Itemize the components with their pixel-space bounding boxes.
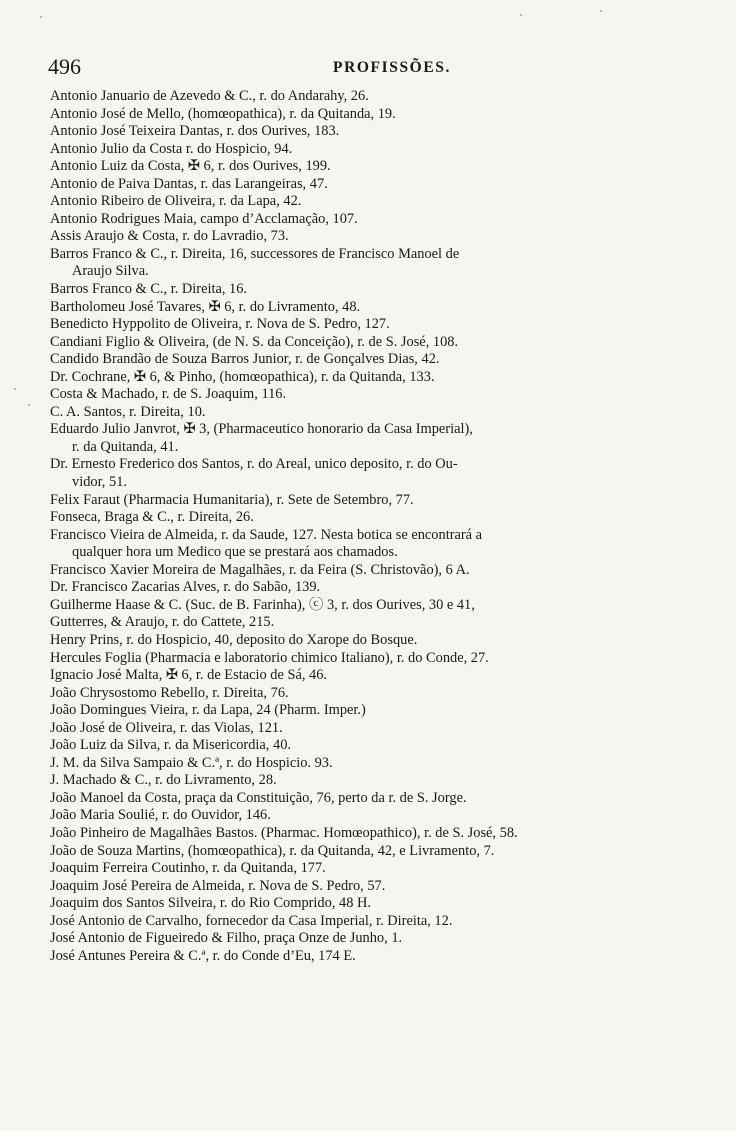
directory-entry [50,386,682,404]
directory-entry [50,158,682,176]
directory-entry [50,562,682,580]
entry-line: J. M. da Silva Sampaio & C.ª, r. do Hospicio. 93. [50,754,333,771]
directory-entry [50,948,682,966]
entry-line: Dr. Francisco Zacarias Alves, r. do Sabão, 139. [50,579,321,596]
directory-entry [50,878,682,896]
entry-line: José Antunes Pereira & C.ª, r. do Conde d’Eu, 174 E. [50,947,356,964]
directory-list [50,88,682,965]
entry-line: Antonio Luiz da Costa, ✠ 6, r. dos Ourives, 199. [50,158,331,175]
directory-entry [50,632,682,650]
entry-line: C. A. Santos, r. Direita, 10. [50,403,206,420]
directory-entry [50,685,682,703]
running-head-title: PROFISSÕES. [333,59,451,76]
directory-entry [50,123,682,141]
entry-continuation-line: qualquer hora um Medico que se prestará aos chamados. [72,544,398,561]
entry-line: João Domingues Vieira, r. da Lapa, 24 (Pharm. Imper.) [50,702,366,719]
directory-entry [50,895,682,913]
directory-entry [50,702,682,720]
entry-line: Joaquim dos Santos Silveira, r. do Rio Comprido, 48 H. [50,895,371,912]
directory-entry [50,211,682,229]
directory-entry [50,141,682,159]
directory-entry [50,720,682,738]
entry-line: João Manoel da Costa, praça da Constituição, 76, perto da r. de S. Jorge. [50,789,467,806]
entry-line: Assis Araujo & Costa, r. do Lavradio, 73. [50,228,289,245]
directory-entry [50,88,682,106]
directory-entry [50,421,682,456]
directory-entry [50,527,682,562]
directory-entry [50,930,682,948]
directory-entry [50,404,682,422]
directory-entry [50,755,682,773]
entry-line: Barros Franco & C., r. Direita, 16, successores de Francisco Manoel de [50,245,460,262]
entry-line: Hercules Foglia (Pharmacia e laboratorio chimico Italiano), r. do Conde, 27. [50,649,489,666]
entry-line: Dr. Ernesto Frederico dos Santos, r. do Areal, unico deposito, r. do Ou- [50,456,458,473]
entry-line: Gutterres, & Araujo, r. do Cattete, 215. [50,614,275,631]
entry-line: Antonio José de Mello, (homœopathica), r. da Quitanda, 19. [50,105,396,122]
entry-line: Francisco Xavier Moreira de Magalhães, r. da Feira (S. Christovão), 6 A. [50,561,470,578]
directory-entry [50,807,682,825]
entry-line: Antonio Rodrigues Maia, campo d’Acclamação, 107. [50,210,358,227]
directory-entry [50,316,682,334]
directory-entry [50,106,682,124]
entry-line: Costa & Machado, r. de S. Joaquim, 116. [50,386,287,403]
directory-entry [50,667,682,685]
entry-line: João Pinheiro de Magalhães Bastos. (Pharmac. Homœopathico), r. de S. José, 58. [50,824,518,841]
entry-line: Ignacio José Malta, ✠ 6, r. de Estacio de Sá, 46. [50,667,328,684]
directory-entry [50,737,682,755]
entry-line: J. Machado & C., r. do Livramento, 28. [50,772,277,789]
directory-entry [50,509,682,527]
entry-line: Francisco Vieira de Almeida, r. da Saude, 127. Nesta botica se encontrará a [50,526,483,543]
directory-entry [50,228,682,246]
entry-line: João Chrysostomo Rebello, r. Direita, 76. [50,684,289,701]
entry-line: João de Souza Martins, (homœopathica), r. da Quitanda, 42, e Livramento, 7. [50,842,495,859]
directory-entry [50,176,682,194]
entry-continuation-line: Araujo Silva. [72,263,149,280]
page-header [48,52,688,82]
entry-line: Candiani Figlio & Oliveira, (de N. S. da Conceição), r. de S. José, 108. [50,333,459,350]
directory-entry [50,334,682,352]
entry-line: Candido Brandão de Souza Barros Junior, r. de Gonçalves Dias, 42. [50,351,440,368]
entry-line: Benedicto Hyppolito de Oliveira, r. Nova de S. Pedro, 127. [50,316,390,333]
entry-line: Henry Prins, r. do Hospicio, 40, deposito do Xarope do Bosque. [50,631,418,648]
entry-line: Fonseca, Braga & C., r. Direita, 26. [50,509,254,526]
entry-line: Bartholomeu José Tavares, ✠ 6, r. do Livramento, 48. [50,298,361,315]
entry-line: Eduardo Julio Janvrot, ✠ 3, (Pharmaceutico honorario da Casa Imperial), [50,421,473,438]
entry-line: José Antonio de Carvalho, fornecedor da Casa Imperial, r. Direita, 12. [50,912,453,929]
entry-line: João Luiz da Silva, r. da Misericordia, 40. [50,737,291,754]
entry-line: João José de Oliveira, r. das Violas, 121. [50,719,283,736]
directory-entry [50,492,682,510]
directory-entry [50,597,682,615]
entry-line: Dr. Cochrane, ✠ 6, & Pinho, (homœopathica), r. da Quitanda, 133. [50,368,435,385]
entry-continuation-line: r. da Quitanda, 41. [72,438,179,455]
entry-line: João Maria Soulié, r. do Ouvidor, 146. [50,807,271,824]
directory-entry [50,579,682,597]
directory-entry [50,650,682,668]
entry-line: Antonio de Paiva Dantas, r. das Larangeiras, 47. [50,175,328,192]
entry-line: Joaquim José Pereira de Almeida, r. Nova de S. Pedro, 57. [50,877,386,894]
directory-entry [50,351,682,369]
entry-line: Antonio Januario de Azevedo & C., r. do Andarahy, 26. [50,88,369,104]
directory-entry [50,299,682,317]
directory-entry [50,193,682,211]
entry-line: Antonio Julio da Costa r. do Hospicio, 94. [50,140,293,157]
directory-entry [50,614,682,632]
entry-line: Antonio Ribeiro de Oliveira, r. da Lapa, 42. [50,193,302,210]
entry-continuation-line: vidor, 51. [72,474,127,491]
entry-line: Felix Faraut (Pharmacia Humanitaria), r. Sete de Setembro, 77. [50,491,414,508]
directory-entry [50,913,682,931]
directory-entry [50,860,682,878]
directory-entry [50,246,682,281]
directory-entry [50,772,682,790]
directory-entry [50,825,682,843]
directory-entry [50,369,682,387]
directory-entry [50,790,682,808]
entry-line: Antonio José Teixeira Dantas, r. dos Ourives, 183. [50,123,340,140]
entry-line: José Antonio de Figueiredo & Filho, praça Onze de Junho, 1. [50,930,403,947]
directory-entry [50,843,682,861]
page-number: 496 [48,54,81,79]
directory-entry [50,281,682,299]
directory-entry [50,456,682,491]
entry-line: Guilherme Haase & C. (Suc. de B. Farinha), ⓒ 3, r. dos Ourives, 30 e 41, [50,596,475,613]
entry-line: Barros Franco & C., r. Direita, 16. [50,281,248,298]
entry-line: Joaquim Ferreira Coutinho, r. da Quitanda, 177. [50,860,326,877]
